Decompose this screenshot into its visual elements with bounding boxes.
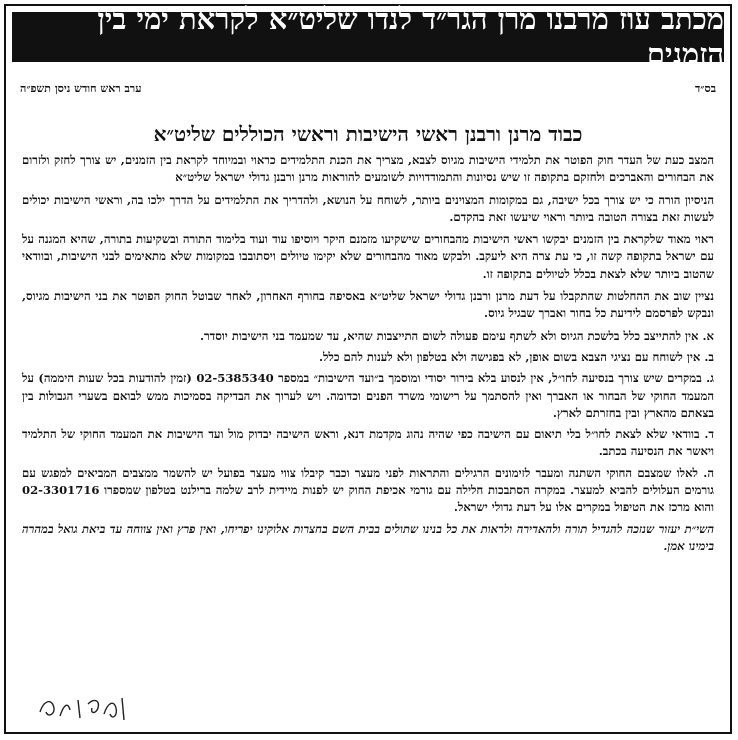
list-item: ד. בוודאי שלא לצאת לחו״ל בלי תיאום עם הישיבה כפי שהיה נהוג מקדמת דנא, וראש הישיבה יבדוק מול ועד הישיבות את המעמד החוקי של התלמיד ויאשר את הנסיעה בכתב. — [22, 427, 714, 459]
list-item: ג. במקרים שיש צורך בנסיעה לחו״ל, אין לנסוע בלא בירור יסודי ומוסמך ב״ועד הישיבות״ במספר 02-5385340 (זמין להודעות בכל שעות היממה) על המעמד החוקי של הבחור או האברך ואין להסתמך על רישומי משרד הפנים וכדומה. ויש לערוך את הבדיקה בסמיכות ממש לבואם בשערי הגבולות בין בצאתם מהארץ ובין בחזרתם לארץ. — [22, 371, 714, 420]
handwritten-signature — [34, 690, 134, 726]
list-item: א. אין להתייצב כלל בלשכת הגיוס ולא לשתף עימם פעולה לשום התייצבות שהיא, עד שמעמד בני הישיבות יוסדר. — [199, 328, 714, 343]
letter-title-banner — [12, 2, 724, 71]
letter-title: מכתב עוז מרבנו מרן הגר״ד לנדו שליט״א לקראת ימי בין הזמנים — [97, 2, 724, 71]
letter-addressee: כבוד מרנן ורבנן ראשי הישיבות וראשי הכוללים שליט״א — [153, 122, 583, 146]
paragraph: המצב כעת של העדר חוק הפוטר את תלמידי הישיבות מגיוס לצבא, מצריך את הכנת התלמידים כראוי ובמיוחד לקראת בין הזמנים, יש צורך לחזק ולזרום את הבחורים והאברכים ולחזקם בתקופה זו שיש נסיונות והתמודדויות לשומעים להוראות מרנן ורבנן גדולי ישראל שליט״א — [22, 153, 714, 185]
paragraph: נציין שוב את ההחלטות שהתקבלו על דעת מרנן ורבנן גדולי ישראל שליט״א באסיפה בחורף האחרון, לאחר שבוטל החוק הפוטר את בני הישיבות מגיוס, ונבקש לפרסמם לידיעת כל בחור ואברך שבגיל גיוס. — [22, 289, 714, 321]
letter-date: ערב ראש חודש ניסן תשפ״ה — [20, 82, 142, 95]
bsd-mark: בס״ד — [694, 82, 716, 95]
paragraph: הניסיון הורה כי יש צורך בכל ישיבה, גם במקומות המצוינים ביותר, לשוחח על הנושא, ולהדריך את התלמידים על הדרך ילכו בה, וראשי הישיבות יכולים לעשות זאת בצורה הטובה ביותר וראוי שיעשו זאת בהקדם. — [22, 192, 714, 224]
letter-meta-row — [20, 82, 716, 95]
paragraph: ראוי מאוד שלקראת בין הזמנים יבקשו ראשי הישיבות מהבחורים שישקיעו מזמנם היקר ויוסיפו עוד ועוד בלימוד התורה ובשקיעות בתורה, שהיא המגנה על עם ישראל בתקופה קשה זו, כי עת צרה היא ליעקב. ולבקש מאוד מהבחורים שלא יקימו טיולים ויסתובבו במקומות שלא מתאימים לבני הישיבות, ובוודאי שהטוב ביותר שלא לצאת בכלל לטיולים בתקופה זו. — [22, 232, 714, 281]
list-item: ה. לאלו שמצבם החוקי השתנה ומעבר לזימונים הרגילים והתראות לפני מעצר וכבר קיבלו צווי מעצר בפועל יש להשמר ממצבים המביאים למפגש עם גורמים העלולים להביא למעצר. במקרה הסתבכות חלילה עם גורמי אכיפת החוק יש לפנות מיידית לרב שלמה ברילנט בטלפון שמספרו 02-3301716 והוא מרכז את הטיפול במקרים אלו על דעת גדולי ישראל. — [22, 465, 714, 515]
letter-body — [22, 152, 714, 560]
letter-page — [4, 4, 732, 734]
closing-blessing: השי״ת יעזור שנזכה להגדיל תורה ולהאדירה ולראות את כל בנינו שתולים בבית השם בחצרות אלוקינו יפריחו, ואין פרץ ואין צווחה עד ביאת גואל במהרה בימינו אמן. — [22, 521, 714, 553]
list-item: ב. אין לשוחח עם נציגי הצבא בשום אופן, לא בפגישה ולא בטלפון ולא לענות להם כלל. — [318, 349, 714, 364]
